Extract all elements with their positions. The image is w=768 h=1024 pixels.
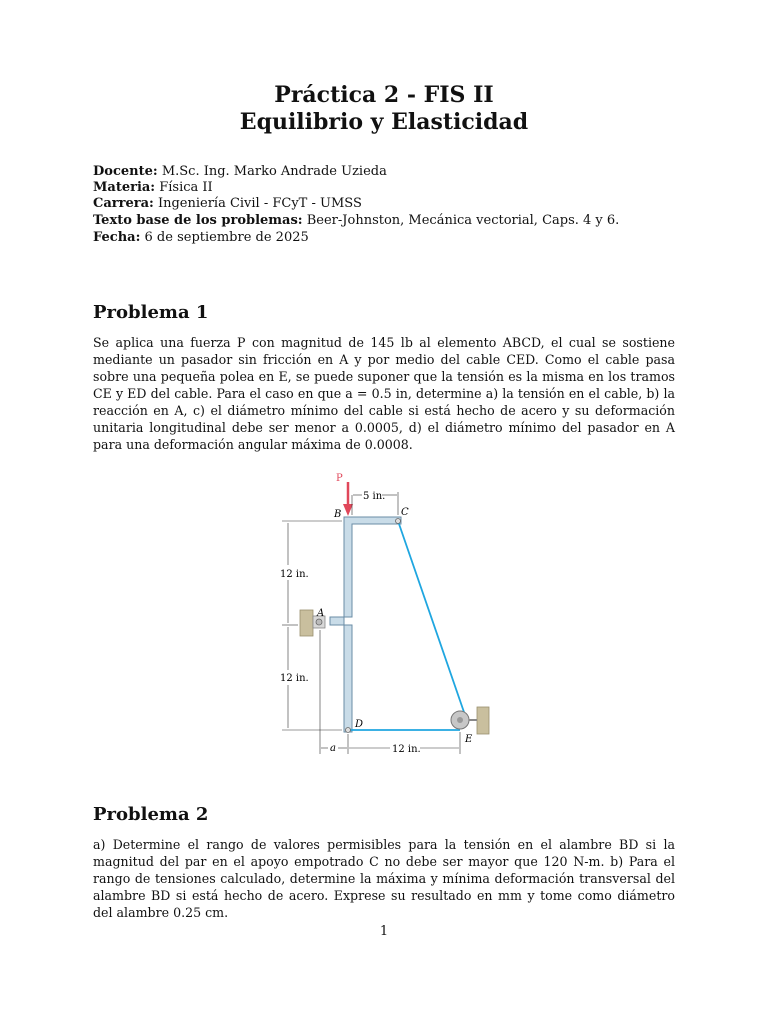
- meta-texto-base: [93, 213, 619, 228]
- meta-label: Texto base de los problemas:: [93, 213, 303, 228]
- meta-label: Docente:: [93, 164, 158, 179]
- problem1-figure: [270, 470, 500, 760]
- dim-upper-label: 12 in.: [280, 569, 309, 580]
- meta-value: Ingeniería Civil - FCyT - UMSS: [157, 196, 362, 211]
- meta-materia: [93, 180, 213, 195]
- support-a: [300, 610, 313, 636]
- meta-value: Beer-Johnston, Mecánica vectorial, Caps. 4 y 6.: [306, 213, 620, 228]
- meta-fecha: [93, 230, 309, 245]
- label-e: E: [465, 734, 473, 745]
- label-a: A: [317, 608, 325, 619]
- page-number: 1: [379, 924, 389, 939]
- dim-top-label: 5 in.: [363, 491, 386, 502]
- cable-ce: [398, 521, 465, 715]
- meta-value: Física II: [159, 180, 213, 195]
- meta-label: Carrera:: [93, 196, 154, 211]
- meta-value: 6 de septiembre de 2025: [144, 230, 309, 245]
- problem1-heading: Problema 1: [93, 302, 209, 323]
- force-p-arrowhead: [343, 504, 353, 516]
- page-title: Práctica 2 - FIS II: [274, 82, 494, 108]
- dim-lower-label: 12 in.: [280, 673, 309, 684]
- label-b: B: [334, 509, 342, 520]
- page-subtitle: Equilibrio y Elasticidad: [239, 109, 529, 135]
- meta-carrera: [93, 196, 362, 211]
- meta-label: Materia:: [93, 180, 156, 195]
- dim-bottom-label: 12 in.: [392, 744, 421, 755]
- label-d: D: [355, 719, 364, 730]
- problem1-text: Se aplica una fuerza P con magnitud de 145 lb al elemento ABCD, el cual se sostiene mediante un pasador sin fricción en A y por medio del cable CED. Como el cable pasa sobre una pequeña polea en E, se puede suponer que la tensión es la misma en los tramos CE y ED del cable. Para el caso en que a = 0.5 in, determine a) la tensión en el cable, b) la reacción en A, c) el diámetro mínimo del cable si está hecho de acero y su deformación unitaria longitudinal debe ser menor a 0.0005, d) el diámetro mínimo del pasador en A para una deformación angular máxima de 0.0008.: [93, 335, 675, 452]
- pin-c: [396, 519, 401, 524]
- meta-docente: [93, 164, 387, 179]
- label-c: C: [401, 507, 409, 518]
- problem2-heading: Problema 2: [93, 804, 209, 825]
- dim-a-label: a: [330, 743, 336, 754]
- pin-d: [346, 728, 351, 733]
- force-p-label: P: [336, 473, 343, 484]
- support-e: [477, 707, 489, 734]
- member-abcd: [330, 517, 401, 732]
- meta-label: Fecha:: [93, 230, 141, 245]
- pulley-hub: [457, 717, 463, 723]
- problem2-text: a) Determine el rango de valores permisibles para la tensión en el alambre BD si la magnitud del par en el apoyo empotrado C no debe ser mayor que 120 N-m. b) Para el rango de tensiones calculado, determine la máxima y mínima deformación transversal del alambre BD si está hecho de acero. Exprese su resultado en mm y tome como diámetro del alambre 0.25 cm.: [93, 837, 675, 920]
- meta-value: M.Sc. Ing. Marko Andrade Uzieda: [161, 164, 387, 179]
- pin-a: [316, 619, 322, 625]
